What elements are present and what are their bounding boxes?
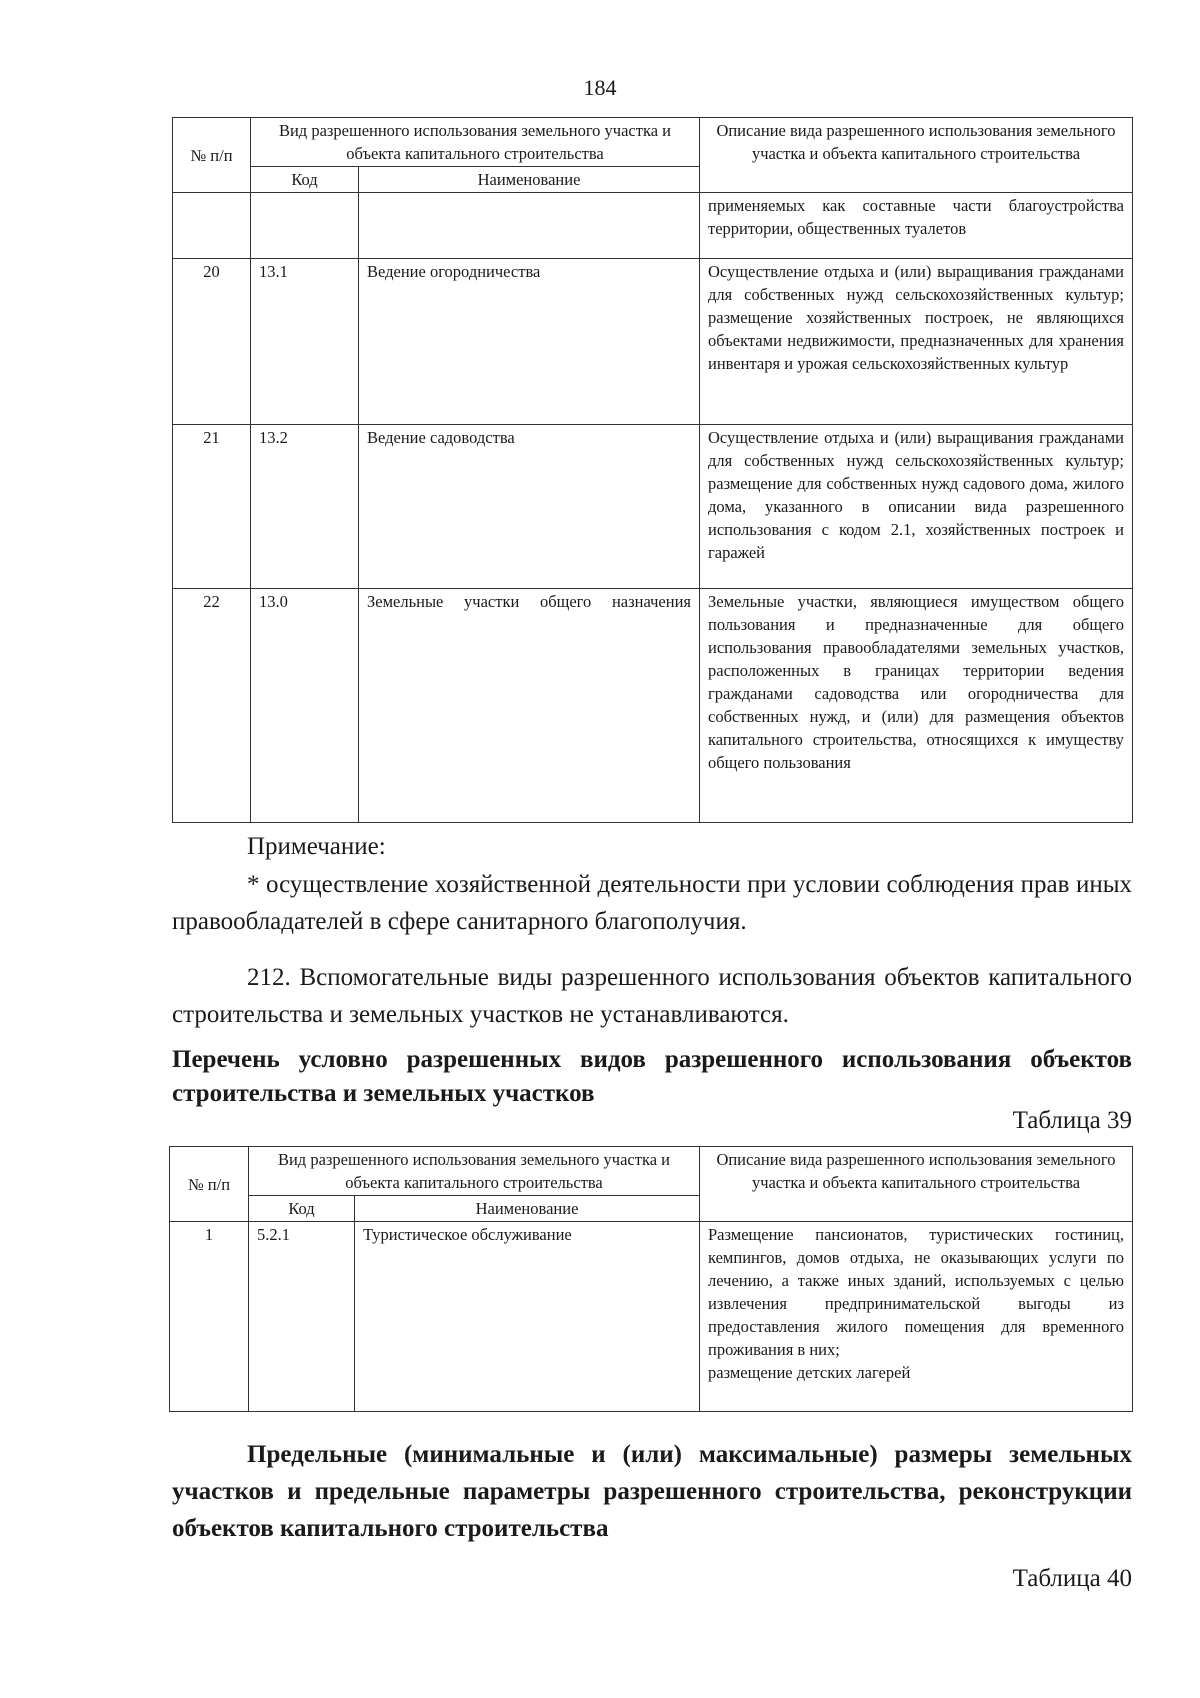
cell-name: Земельные участки общего назначения	[359, 589, 700, 823]
cell-code: 13.2	[251, 425, 359, 589]
paragraph-212: 212. Вспомогательные виды разрешенного использования объектов капитального строительства и земельных участков не устанавливаются.	[172, 964, 1132, 1028]
cell-desc: Земельные участки, являющиеся имуществом общего пользования и предназначенные для общего использования правообладателями земельных участков, расположенных в границах территории ведения гражданами садоводства или огородничества для собственных нужд, и (или) для размещения объектов капитального строительства, относящихся к имуществу общего пользования	[700, 589, 1133, 823]
section-heading-conditional-uses: Перечень условно разрешенных видов разрешенного использования объектов строительства и земельных участков	[172, 1046, 1132, 1107]
permitted-use-table-continued	[172, 117, 1133, 823]
note-text: * осуществление хозяйственной деятельности при условии соблюдения прав иных правообладателей в сфере санитарного благополучия.	[172, 871, 1132, 935]
cell-num: 22	[173, 589, 251, 823]
table-row	[173, 589, 1133, 823]
cell-desc-line: размещение детских лагерей	[708, 1363, 911, 1382]
cell-code: 13.0	[251, 589, 359, 823]
header-code: Код	[251, 167, 359, 193]
cell-empty	[173, 193, 251, 259]
header-name: Наименование	[355, 1196, 700, 1222]
header-vid: Вид разрешенного использования земельного участка и объекта капитального строительства	[251, 118, 700, 167]
header-num: № п/п	[170, 1147, 249, 1222]
cell-code: 13.1	[251, 259, 359, 425]
header-code: Код	[249, 1196, 355, 1222]
cell-desc	[700, 1222, 1133, 1412]
cell-desc: Осуществление отдыха и (или) выращивания гражданами для собственных нужд сельскохозяйственных культур; размещение хозяйственных построек, не являющихся объектами недвижимости, предназначенных для хранения инвентаря и урожая сельскохозяйственных культур	[700, 259, 1133, 425]
cell-name: Туристическое обслуживание	[355, 1222, 700, 1412]
cell-empty	[251, 193, 359, 259]
table-39-caption: Таблица 39	[1012, 1107, 1132, 1134]
cell-num: 21	[173, 425, 251, 589]
cell-num: 1	[170, 1222, 249, 1412]
table-header-row	[173, 118, 1133, 167]
cell-desc: применяемых как составные части благоустройства территории, общественных туалетов	[700, 193, 1133, 259]
conditional-use-table	[169, 1146, 1133, 1412]
table-row	[173, 259, 1133, 425]
section-heading-limits: Предельные (минимальные и (или) максимальные) размеры земельных участков и предельные параметры разрешенного строительства, реконструкции объектов капитального строительства	[172, 1441, 1132, 1542]
cell-num: 20	[173, 259, 251, 425]
table-40-caption: Таблица 40	[1012, 1565, 1132, 1592]
table-header-row	[170, 1147, 1133, 1196]
header-vid: Вид разрешенного использования земельного участка и объекта капитального строительства	[249, 1147, 700, 1196]
cell-name: Ведение огородничества	[359, 259, 700, 425]
table-row-continued	[173, 193, 1133, 259]
cell-empty	[359, 193, 700, 259]
header-desc: Описание вида разрешенного использования земельного участка и объекта капитального строительства	[700, 1147, 1133, 1222]
note-label: Примечание:	[247, 833, 386, 860]
header-desc: Описание вида разрешенного использования земельного участка и объекта капитального строительства	[700, 118, 1133, 193]
table-row	[173, 425, 1133, 589]
header-name: Наименование	[359, 167, 700, 193]
page-number: 184	[583, 75, 617, 100]
cell-name: Ведение садоводства	[359, 425, 700, 589]
header-num: № п/п	[173, 118, 251, 193]
table-row	[170, 1222, 1133, 1412]
cell-desc: Осуществление отдыха и (или) выращивания гражданами для собственных нужд сельскохозяйственных культур; размещение для собственных нужд садового дома, жилого дома, указанного в описании вида разрешенного использования с кодом 2.1, хозяйственных построек и гаражей	[700, 425, 1133, 589]
cell-code: 5.2.1	[249, 1222, 355, 1412]
cell-desc-line: Размещение пансионатов, туристических гостиниц, кемпингов, домов отдыха, не оказывающих услуги по лечению, а также иных зданий, используемых с целью извлечения предпринимательской выгоды из предоставления жилого помещения для временного проживания в них;	[708, 1225, 1124, 1359]
